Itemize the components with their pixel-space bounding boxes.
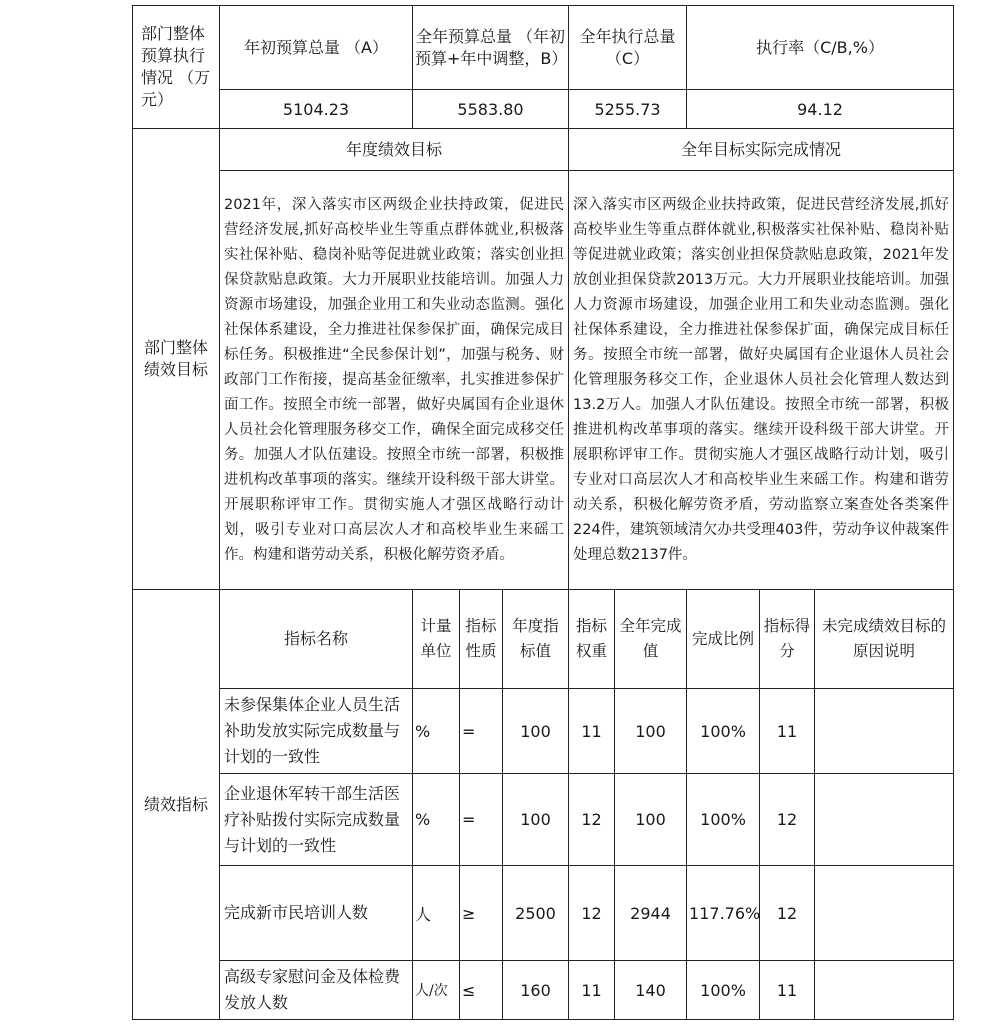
actual-completion-header: 全年目标实际完成情况 [569,129,954,171]
budget-header-row [133,6,954,90]
indicator-actual: 100 [615,774,687,866]
indicator-ratio: 100% [687,961,760,1020]
indicator-reason [815,866,954,961]
header-actual: 全年完成值 [615,590,687,689]
indicator-score: 11 [760,961,815,1020]
value-execution-rate: 94.12 [687,90,954,129]
indicator-name: 完成新市民培训人数 [220,866,413,961]
indicator-weight: 12 [569,774,615,866]
goals-text-row [133,171,954,590]
header-nature: 指标性质 [460,590,503,689]
header-score: 指标得分 [760,590,815,689]
table-row [133,866,954,961]
indicator-ratio: 117.76% [687,866,760,961]
indicator-unit: % [413,689,460,774]
col-header-execution-rate: 执行率（C/B,%） [687,6,954,90]
header-target: 年度指标值 [503,590,569,689]
indicator-target: 100 [503,774,569,866]
indicator-ratio: 100% [687,689,760,774]
table-row [133,689,954,774]
value-initial-budget: 5104.23 [220,90,413,129]
header-reason: 未完成绩效目标的原因说明 [815,590,954,689]
value-total-budget: 5583.80 [413,90,569,129]
indicator-weight: 12 [569,866,615,961]
indicator-score: 12 [760,866,815,961]
goals-header-row [133,129,954,171]
indicator-unit: 人/次 [413,961,460,1020]
budget-label: 部门整体预算执行情况 （万元） [133,6,220,129]
indicator-target: 100 [503,689,569,774]
indicator-score: 12 [760,774,815,866]
performance-table [132,5,954,1020]
budget-value-row [133,90,954,129]
indicator-name: 未参保集体企业人员生活补助发放实际完成数量与计划的一致性 [220,689,413,774]
indicator-actual: 100 [615,689,687,774]
indicator-target: 2500 [503,866,569,961]
indicator-reason [815,774,954,866]
indicators-label: 绩效指标 [133,590,220,1020]
table-row [133,774,954,866]
col-header-executed: 全年执行总量 （C） [569,6,687,90]
indicator-reason [815,961,954,1020]
indicator-nature: = [460,689,503,774]
value-executed: 5255.73 [569,90,687,129]
indicator-nature: = [460,774,503,866]
indicator-weight: 11 [569,689,615,774]
header-indicator-name: 指标名称 [220,590,413,689]
indicator-nature: ≥ [460,866,503,961]
annual-goal-header: 年度绩效目标 [220,129,569,171]
annual-goal-text: 2021年，深入落实市区两级企业扶持政策，促进民营经济发展,抓好高校毕业生等重点群体就业,积极落实社保补贴、稳岗补贴等促进就业政策；落实创业担保贷款贴息政策。大力开展职业技能培训。加强人力资源市场建设，加强企业用工和失业动态监测。强化社保体系建设，全力推进社保参保扩面，确保完成目标任务。积极推进“全民参保计划”，加强与税务、财政部门工作衔接，提高基金征缴率，扎实推进参保扩面工作。按照全市统一部署，做好央属国有企业退休人员社会化管理服务移交工作，确保全面完成移交任务。加强人才队伍建设。按照全市统一部署，积极推进机构改革事项的落实。继续开设科级干部大讲堂。开展职称评审工作。贯彻实施人才强区战略行动计划，吸引专业对口高层次人才和高校毕业生来磘工作。构建和谐劳动关系，积极化解劳资矛盾。 [220,171,569,590]
indicator-target: 160 [503,961,569,1020]
indicator-actual: 2944 [615,866,687,961]
header-ratio: 完成比例 [687,590,760,689]
indicator-nature: ≤ [460,961,503,1020]
indicator-reason [815,689,954,774]
indicator-name: 企业退休军转干部生活医疗补贴拨付实际完成数量与计划的一致性 [220,774,413,866]
table-row [133,961,954,1020]
indicator-weight: 11 [569,961,615,1020]
indicator-unit: % [413,774,460,866]
goals-label: 部门整体 绩效目标 [133,129,220,590]
col-header-initial-budget: 年初预算总量 （A） [220,6,413,90]
indicator-score: 11 [760,689,815,774]
indicator-ratio: 100% [687,774,760,866]
actual-completion-text: 深入落实市区两级企业扶持政策，促进民营经济发展,抓好高校毕业生等重点群体就业,积极落实社保补贴、稳岗补贴等促进就业政策；落实创业担保贷款贴息政策，2021年发放创业担保贷款2013万元。大力开展职业技能培训。加强人力资源市场建设，加强企业用工和失业动态监测。强化社保体系建设，全力推进社保参保扩面，确保完成目标任务。按照全市统一部署，做好央属国有企业退休人员社会化管理服务移交工作，企业退休人员社会化管理人数达到13.2万人。加强人才队伍建设。按照全市统一部署，积极推进机构改革事项的落实。继续开设科级干部大讲堂。开展职称评审工作。贯彻实施人才强区战略行动计划，吸引专业对口高层次人才和高校毕业生来磘工作。构建和谐劳动关系，积极化解劳资矛盾，劳动监察立案查处各类案件224件，建筑领域清欠办共受理403件，劳动争议仲裁案件处理总数2137件。 [569,171,954,590]
indicator-actual: 140 [615,961,687,1020]
col-header-total-budget: 全年预算总量 （年初预算+年中调整，B） [413,6,569,90]
indicator-unit: 人 [413,866,460,961]
indicator-name: 高级专家慰问金及体检费发放人数 [220,961,413,1020]
indicator-header-row [133,590,954,689]
header-unit: 计量单位 [413,590,460,689]
header-weight: 指标权重 [569,590,615,689]
